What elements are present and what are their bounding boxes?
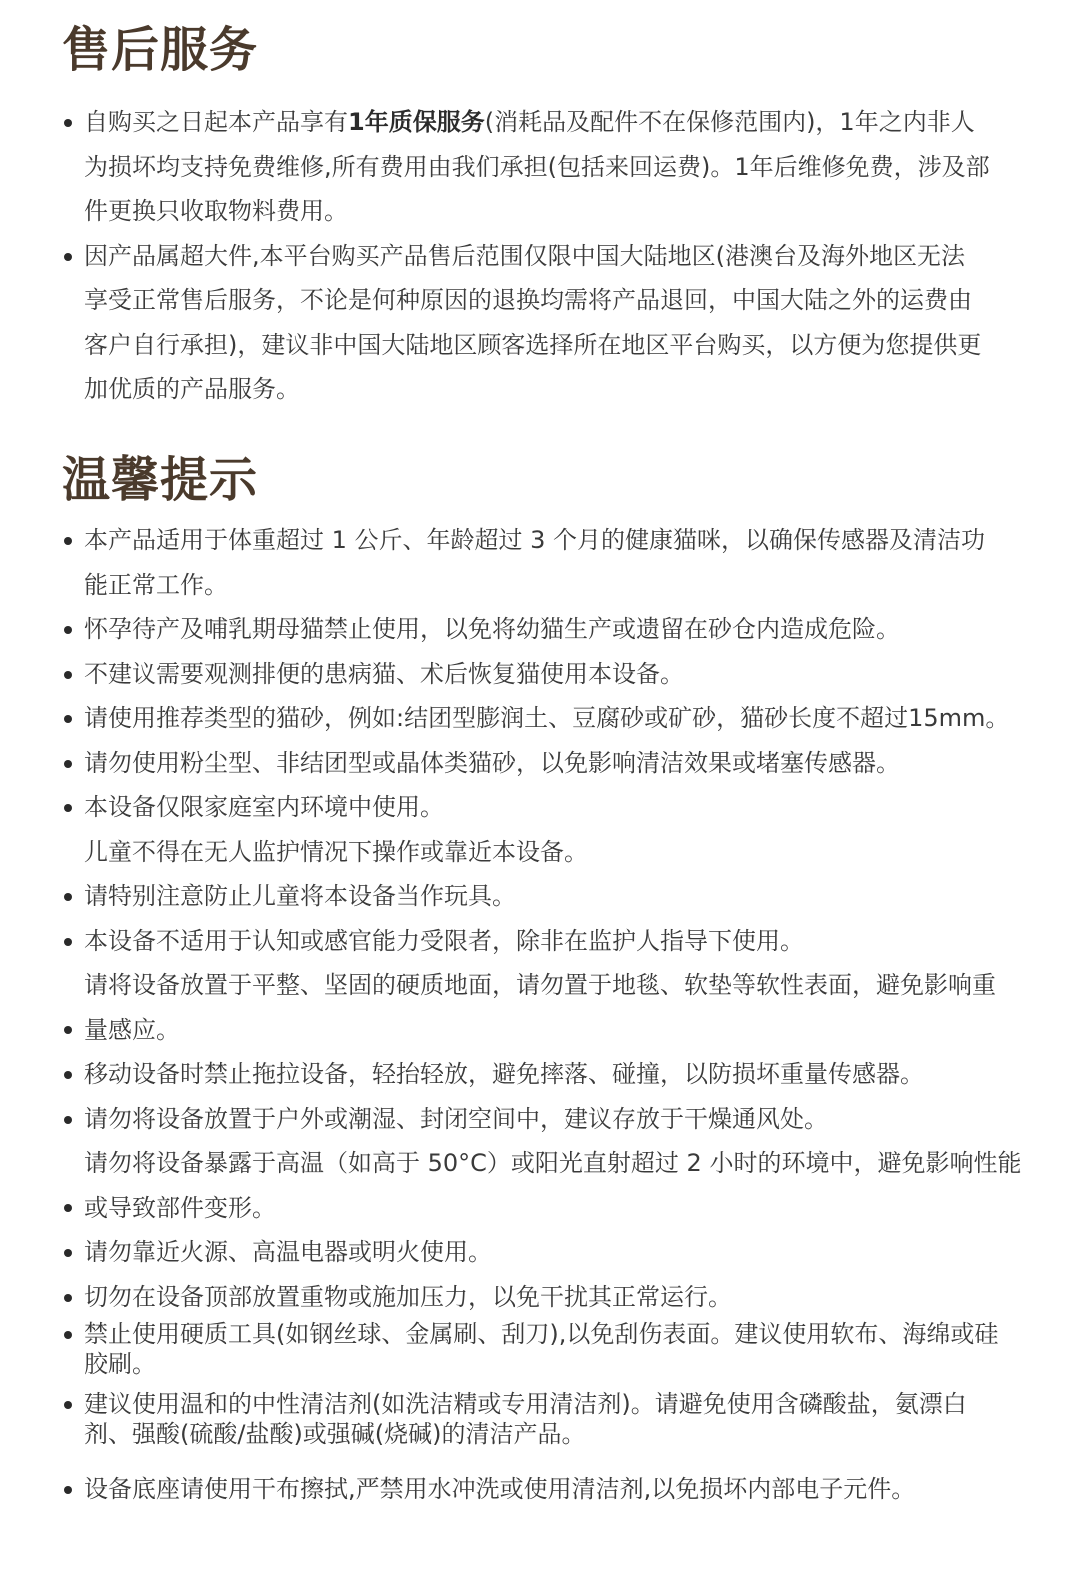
item-line: 为损坏均支持免费维修,所有费用由我们承担(包括来回运费)。1年后维修免费，涉及部 [84, 152, 990, 181]
item-line: 禁止使用硬质工具(如钢丝球、金属刷、刮刀),以免刮伤表面。建议使用软布、海绵或硅 [84, 1320, 999, 1348]
bullet-icon [64, 1116, 72, 1124]
item-line: 或导致部件变形。 [84, 1193, 276, 1222]
item-line: 请使用推荐类型的猫砂，例如:结团型膨润土、豆腐砂或矿砂，猫砂长度不超过15mm。 [84, 704, 1010, 732]
bullet-icon [64, 119, 72, 127]
list-item [62, 1275, 1052, 1320]
bullet-icon [64, 1204, 72, 1212]
bullet-icon [64, 253, 72, 261]
list-item [62, 518, 1052, 607]
bullet-icon [64, 671, 72, 679]
section-title-tips: 温馨提示 [62, 452, 259, 508]
bullet-icon [64, 1071, 72, 1079]
item-line: 本设备仅限家庭室内环境中使用。 [84, 793, 444, 821]
list-item [62, 1467, 1052, 1512]
item-line: 儿童不得在无人监护情况下操作或靠近本设备。 [84, 837, 588, 866]
list-item [62, 1097, 1052, 1142]
bullet-icon [64, 893, 72, 901]
item-line: 本设备不适用于认知或感官能力受限者，除非在监护人指导下使用。 [84, 926, 804, 955]
bullet-icon [64, 715, 72, 723]
list-item [62, 1319, 1052, 1379]
list-item [62, 607, 1052, 652]
item-line: 移动设备时禁止拖拉设备，轻抬轻放，避免摔落、碰撞，以防损坏重量传感器。 [84, 1060, 924, 1088]
item-text: 自购买之日起本产品享有 [84, 108, 348, 136]
after-sales-list [62, 100, 1052, 412]
item-line: 剂、强酸(硫酸/盐酸)或强碱(烧碱)的清洁产品。 [84, 1420, 586, 1448]
list-item [62, 1389, 1052, 1449]
bullet-icon [64, 1294, 72, 1302]
list-item [62, 652, 1052, 697]
item-line: 享受正常售后服务，不论是何种原因的退换均需将产品退回，中国大陆之外的运费由 [84, 286, 972, 314]
item-line: 客户自行承担)，建议非中国大陆地区顾客选择所在地区平台购买，以方便为您提供更 [84, 330, 982, 359]
bullet-icon [64, 537, 72, 545]
list-item [62, 696, 1052, 741]
item-line: 切勿在设备顶部放置重物或施加压力，以免干扰其正常运行。 [84, 1282, 732, 1311]
bullet-icon [64, 626, 72, 634]
list-item [62, 1141, 1052, 1230]
item-line: 请勿靠近火源、高温电器或明火使用。 [84, 1238, 492, 1266]
list-item [62, 1230, 1052, 1275]
bullet-icon [64, 1026, 72, 1034]
bullet-icon [64, 1401, 72, 1409]
item-line: 件更换只收取物料费用。 [84, 197, 348, 225]
bullet-icon [64, 938, 72, 946]
item-line: 因产品属超大件,本平台购买产品售后范围仅限中国大陆地区(港澳台及海外地区无法 [84, 241, 965, 270]
list-item [62, 100, 1052, 234]
item-line: 请将设备放置于平整、坚固的硬质地面，请勿置于地毯、软垫等软性表面，避免影响重 [84, 971, 996, 999]
list-item [62, 741, 1052, 786]
bullet-icon [64, 760, 72, 768]
item-line: 请勿将设备放置于户外或潮湿、封闭空间中，建议存放于干燥通风处。 [84, 1104, 828, 1133]
item-line: 请特别注意防止儿童将本设备当作玩具。 [84, 882, 516, 910]
item-line: 建议使用温和的中性清洁剂(如洗洁精或专用清洁剂)。请避免使用含磷酸盐，氨漂白 [84, 1390, 967, 1418]
bullet-icon [64, 804, 72, 812]
tips-list [62, 518, 1052, 1512]
list-item [62, 963, 1052, 1052]
item-line: 本产品适用于体重超过 1 公斤、年龄超过 3 个月的健康猫咪，以确保传感器及清洁功 [84, 526, 986, 554]
item-line: 请勿使用粉尘型、非结团型或晶体类猫砂，以免影响清洁效果或堵塞传感器。 [84, 748, 900, 777]
item-line: 胶刷。 [84, 1350, 156, 1378]
item-line: 不建议需要观测排便的患病猫、术后恢复猫使用本设备。 [84, 659, 684, 688]
list-item [62, 785, 1052, 874]
item-line: 设备底座请使用干布擦拭,严禁用水冲洗或使用清洁剂,以免损坏内部电子元件。 [84, 1475, 916, 1503]
item-text: (消耗品及配件不在保修范围内)，1年之内非人 [484, 108, 975, 136]
item-line: 加优质的产品服务。 [84, 375, 300, 403]
list-item [62, 919, 1052, 964]
list-item [62, 874, 1052, 919]
item-line: 请勿将设备暴露于高温（如高于 50°C）或阳光直射超过 2 小时的环境中，避免影响性能 [84, 1149, 1022, 1177]
bullet-icon [64, 1249, 72, 1257]
list-item [62, 234, 1052, 412]
list-item [62, 1052, 1052, 1097]
bullet-icon [64, 1331, 72, 1339]
item-line: 能正常工作。 [84, 570, 228, 599]
section-title-after-sales: 售后服务 [62, 22, 259, 78]
bullet-icon [64, 1486, 72, 1494]
item-line: 怀孕待产及哺乳期母猫禁止使用，以免将幼猫生产或遗留在砂仓内造成危险。 [84, 615, 900, 643]
warranty-highlight: 1年质保服务 [348, 108, 485, 136]
item-line: 量感应。 [84, 1015, 180, 1044]
item-line [84, 100, 1052, 145]
